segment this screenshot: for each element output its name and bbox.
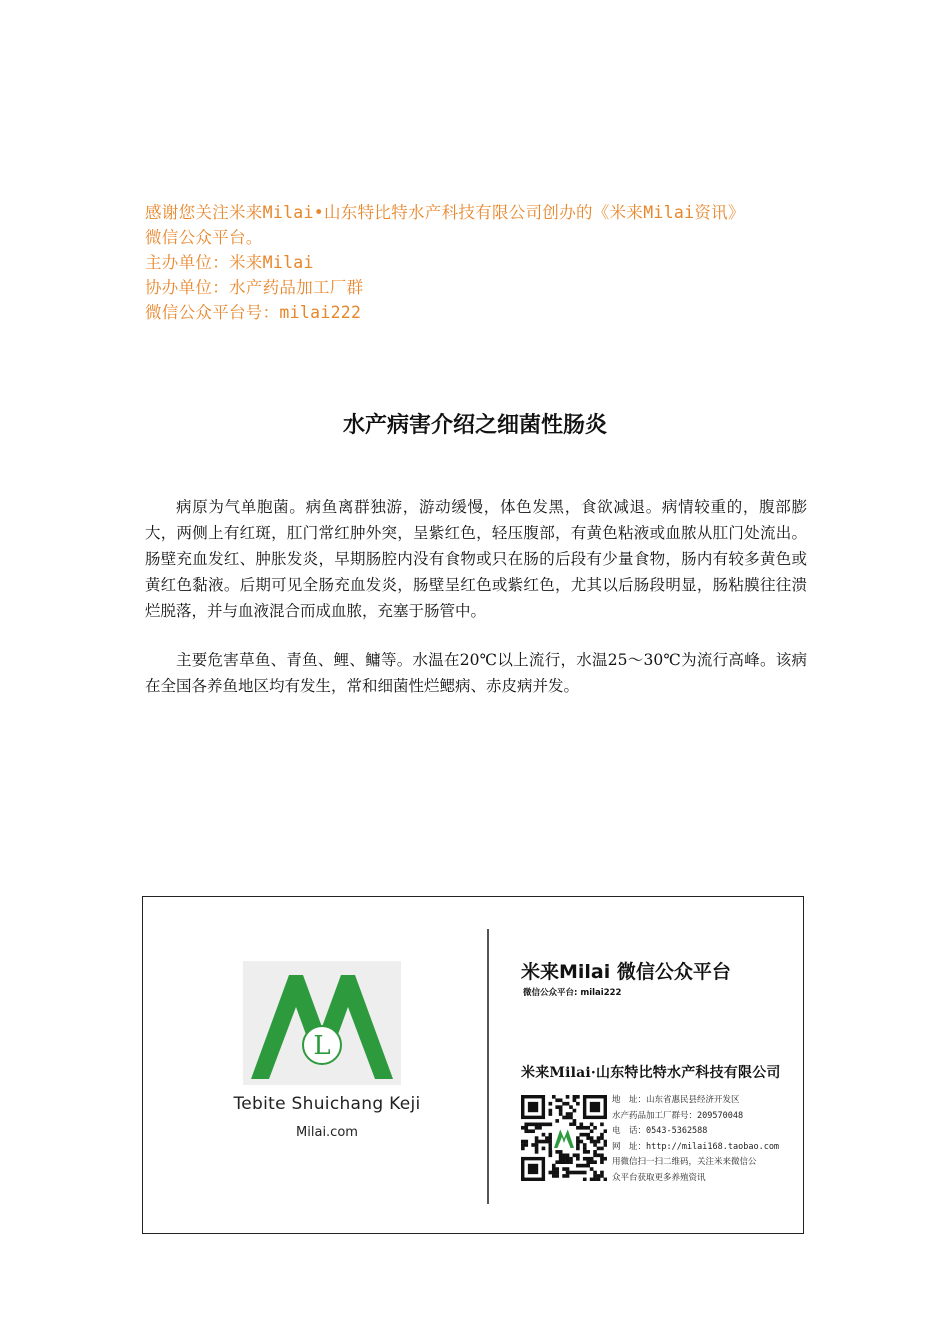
intro-line: 微信公众平台。: [145, 228, 263, 247]
address-line: 地 址：山东省惠民县经济开发区: [612, 1095, 740, 1105]
article-title: 水产病害介绍之细菌性肠炎: [342, 412, 607, 438]
wechat-account: 微信公众平台: milai222: [523, 988, 622, 998]
group-line: 水产药品加工厂群号：209570048: [612, 1110, 744, 1121]
intro-host: 主办单位：米来Milai: [145, 253, 314, 272]
intro-account: 微信公众平台号：milai222: [145, 303, 362, 322]
wechat-title: 米来Milai 微信公众平台: [521, 961, 731, 983]
brand-name: Tebite Shuichang Keji: [233, 1094, 421, 1114]
logo-letter: L: [313, 1031, 331, 1061]
company-name: 米来Milai·山东特比特水产科技有限公司: [521, 1065, 781, 1081]
article-paragraph: 主要危害草鱼、青鱼、鲤、鳙等。水温在20℃以上流行，水温25～30℃为流行高峰。该病在全国各养鱼地区均有发生，常和细菌性烂鳃病、赤皮病并发。: [145, 651, 807, 695]
brand-website: Milai.com: [296, 1125, 358, 1140]
scan-hint-line: 用微信扫一扫二维码，关注米来微信公: [612, 1157, 757, 1167]
intro-block: [145, 200, 815, 325]
article-paragraph: 病原为气单胞菌。病鱼离群独游，游动缓慢，体色发黑，食欲减退。病情较重的，腹部膨大，两侧上有红斑，肛门常红肿外突，呈紫红色，轻压腹部，有黄色粘液或血脓从肛门处流出。肠壁充血发红、肿胀发炎，早期肠腔内没有食物或只在肠的后段有少量食物，肠内有较多黄色或黄红色黏液。后期可见全肠充血发炎，肠壁呈红色或紫红色，尤其以后肠段明显，肠粘膜往往溃烂脱落，并与血液混合而成血脓，充塞于肠管中。: [145, 498, 807, 620]
business-card: [142, 896, 804, 1234]
website-line: 网 址：http://milai168.taobao.com: [612, 1141, 780, 1152]
milai-logo-icon: [243, 961, 401, 1085]
phone-line: 电 话：0543-5362588: [612, 1126, 708, 1136]
contact-info: [612, 1093, 802, 1186]
qr-code-icon: [521, 1095, 607, 1181]
intro-cohost: 协办单位：水产药品加工厂群: [145, 278, 364, 297]
scan-hint-line: 众平台获取更多养殖资讯: [612, 1172, 706, 1183]
card-divider: [487, 929, 489, 1204]
intro-line: 感谢您关注米来Milai•山东特比特水产科技有限公司创办的《米来Milai资讯》: [145, 203, 745, 222]
